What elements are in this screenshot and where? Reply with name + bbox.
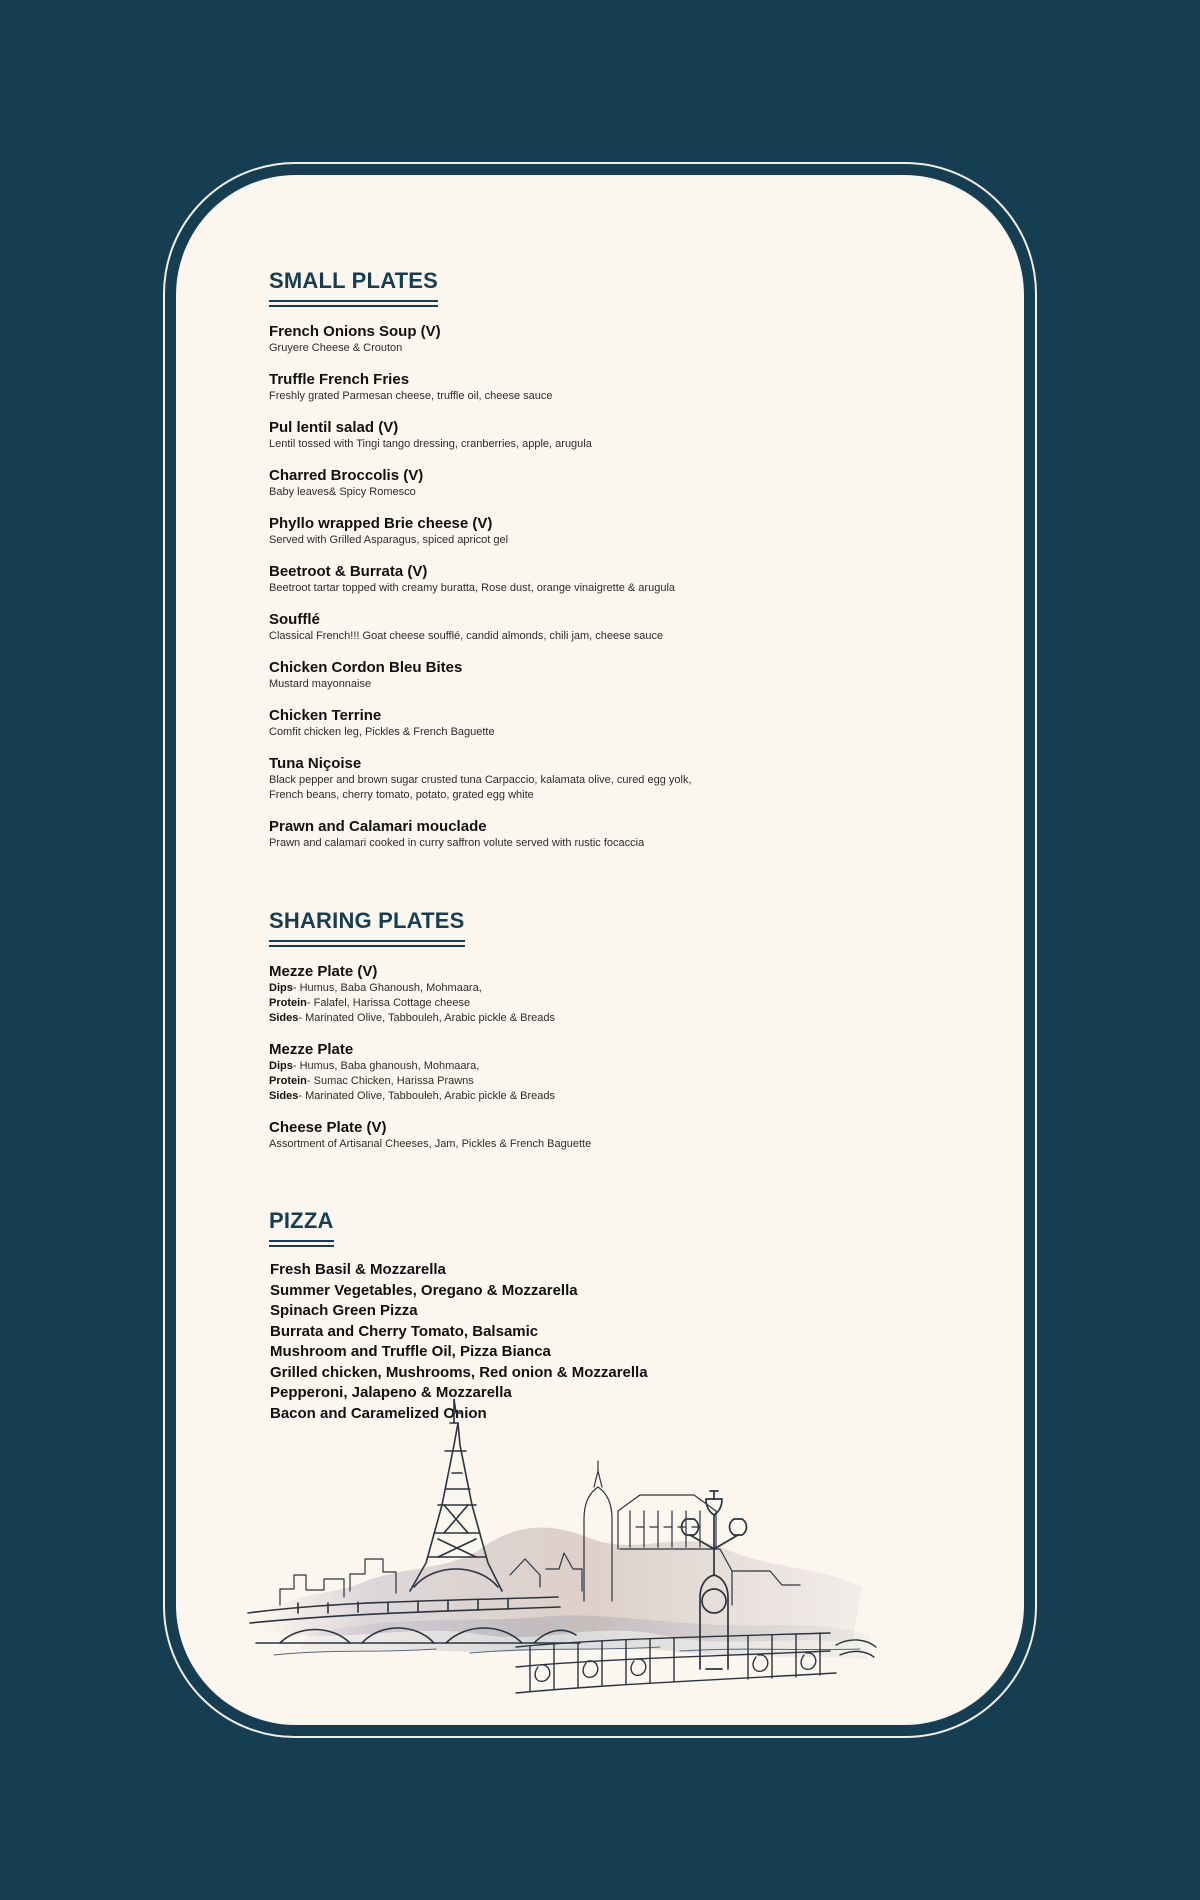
- menu-item: [269, 963, 949, 1026]
- detail-text: - Marinated Olive, Tabbouleh, Arabic pickle & Breads: [298, 1012, 555, 1024]
- menu-item: [269, 707, 949, 740]
- menu-item-name: Phyllo wrapped Brie cheese (V): [269, 515, 493, 532]
- menu-item-description: Prawn and calamari cooked in curry saffron volute served with rustic focaccia: [269, 837, 645, 849]
- menu-item: [269, 818, 949, 851]
- menu-item-description: Served with Grilled Asparagus, spiced apricot gel: [269, 534, 509, 546]
- menu-item-description-line: Black pepper and brown sugar crusted tuna Carpaccio, kalamata olive, cured egg yolk,: [269, 774, 692, 786]
- detail-label: Sides: [269, 1090, 299, 1102]
- pizza-section: [269, 1207, 949, 1424]
- menu-item-detail-line: [269, 1011, 949, 1026]
- detail-text: - Humus, Baba ghanoush, Mohmaara,: [292, 1060, 480, 1072]
- menu-item-name: Mezze Plate (V): [269, 963, 378, 980]
- sharing-plates-title: SHARING PLATES: [269, 907, 465, 942]
- menu-item-description-line: French beans, cherry tomato, potato, grated egg white: [269, 789, 534, 801]
- pizza-item: Mushroom and Truffle Oil, Pizza Bianca: [270, 1343, 551, 1360]
- detail-text: - Sumac Chicken, Harissa Prawns: [306, 1075, 474, 1087]
- menu-item: [269, 611, 949, 644]
- menu-item: [269, 371, 949, 404]
- detail-text: - Humus, Baba Ghanoush, Mohmaara,: [292, 982, 482, 994]
- menu-item-description: Freshly grated Parmesan cheese, truffle oil, cheese sauce: [269, 390, 553, 402]
- detail-label: Protein: [269, 1075, 307, 1087]
- menu-item-detail-line: [269, 981, 949, 996]
- menu-item-detail-line: [269, 1059, 949, 1074]
- sharing-plates-list: [269, 963, 949, 1152]
- menu-item-description: Gruyere Cheese & Crouton: [269, 342, 403, 354]
- menu-item-name: Chicken Cordon Bleu Bites: [269, 659, 463, 676]
- menu-item: [269, 563, 949, 596]
- menu-item: [269, 659, 949, 692]
- detail-label: Dips: [269, 1060, 293, 1072]
- menu-content: [269, 267, 949, 1424]
- pizza-item: Grilled chicken, Mushrooms, Red onion & Mozzarella: [270, 1363, 648, 1381]
- menu-item-detail-line: [269, 1089, 949, 1104]
- menu-item-name: Pul lentil salad (V): [269, 419, 399, 436]
- menu-item-name: Prawn and Calamari mouclade: [269, 818, 487, 835]
- small-plates-section: [269, 267, 949, 851]
- menu-item-name: Charred Broccolis (V): [269, 467, 424, 484]
- menu-item-description: Lentil tossed with Tingi tango dressing, cranberries, apple, arugula: [269, 438, 592, 450]
- detail-text: - Falafel, Harissa Cottage cheese: [306, 997, 471, 1009]
- menu-item: [269, 515, 949, 548]
- pizza-item: Spinach Green Pizza: [270, 1302, 418, 1319]
- paris-skyline-illustration: [240, 1399, 880, 1711]
- menu-item-description: Classical French!!! Goat cheese soufflé, candid almonds, chili jam, cheese sauce: [269, 630, 664, 642]
- watercolor-wash: [260, 1527, 870, 1659]
- detail-text: - Marinated Olive, Tabbouleh, Arabic pickle & Breads: [298, 1090, 555, 1102]
- menu-item: [269, 467, 949, 500]
- small-plates-title: SMALL PLATES: [269, 267, 438, 302]
- menu-card: [176, 175, 1024, 1725]
- menu-item: [269, 755, 949, 803]
- section-spacer: [269, 1167, 949, 1207]
- menu-item-description: Beetroot tartar topped with creamy buratta, Rose dust, orange vinaigrette & arugula: [269, 582, 676, 594]
- pizza-item: Fresh Basil & Mozzarella: [270, 1261, 446, 1278]
- menu-item-name: Soufflé: [269, 611, 320, 628]
- menu-item: [269, 323, 949, 356]
- menu-item: [269, 1041, 949, 1104]
- detail-label: Protein: [269, 997, 307, 1009]
- menu-item-name: Tuna Niçoise: [269, 755, 362, 772]
- pizza-item: Burrata and Cherry Tomato, Balsamic: [270, 1322, 539, 1340]
- menu-item: [269, 1119, 949, 1152]
- menu-item-name: French Onions Soup (V): [269, 323, 441, 340]
- menu-item-detail-line: [269, 1074, 949, 1089]
- menu-item-name: Truffle French Fries: [269, 371, 410, 388]
- menu-item-detail-line: [269, 996, 949, 1011]
- menu-item-description: Mustard mayonnaise: [269, 678, 372, 690]
- menu-item-name: Mezze Plate: [269, 1041, 354, 1058]
- menu-item-name: Beetroot & Burrata (V): [269, 563, 428, 580]
- menu-item-description: Comfit chicken leg, Pickles & French Baguette: [269, 726, 495, 738]
- menu-item: [269, 419, 949, 452]
- menu-item-name: Chicken Terrine: [269, 707, 382, 724]
- small-plates-list: [269, 323, 949, 851]
- pizza-item: Summer Vegetables, Oregano & Mozzarella: [270, 1281, 578, 1299]
- detail-label: Sides: [269, 1012, 299, 1024]
- menu-item-description: Baby leaves& Spicy Romesco: [269, 486, 416, 498]
- sharing-plates-section: [269, 907, 949, 1152]
- section-spacer: [269, 866, 949, 907]
- detail-label: Dips: [269, 982, 293, 994]
- menu-item-name: Cheese Plate (V): [269, 1119, 387, 1136]
- pizza-item: Pepperoni, Jalapeno & Mozzarella: [270, 1384, 512, 1401]
- pizza-item: Bacon and Caramelized Onion: [270, 1404, 487, 1422]
- menu-item-description: Assortment of Artisanal Cheeses, Jam, Pickles & French Baguette: [269, 1138, 592, 1150]
- pizza-title: PIZZA: [269, 1207, 334, 1242]
